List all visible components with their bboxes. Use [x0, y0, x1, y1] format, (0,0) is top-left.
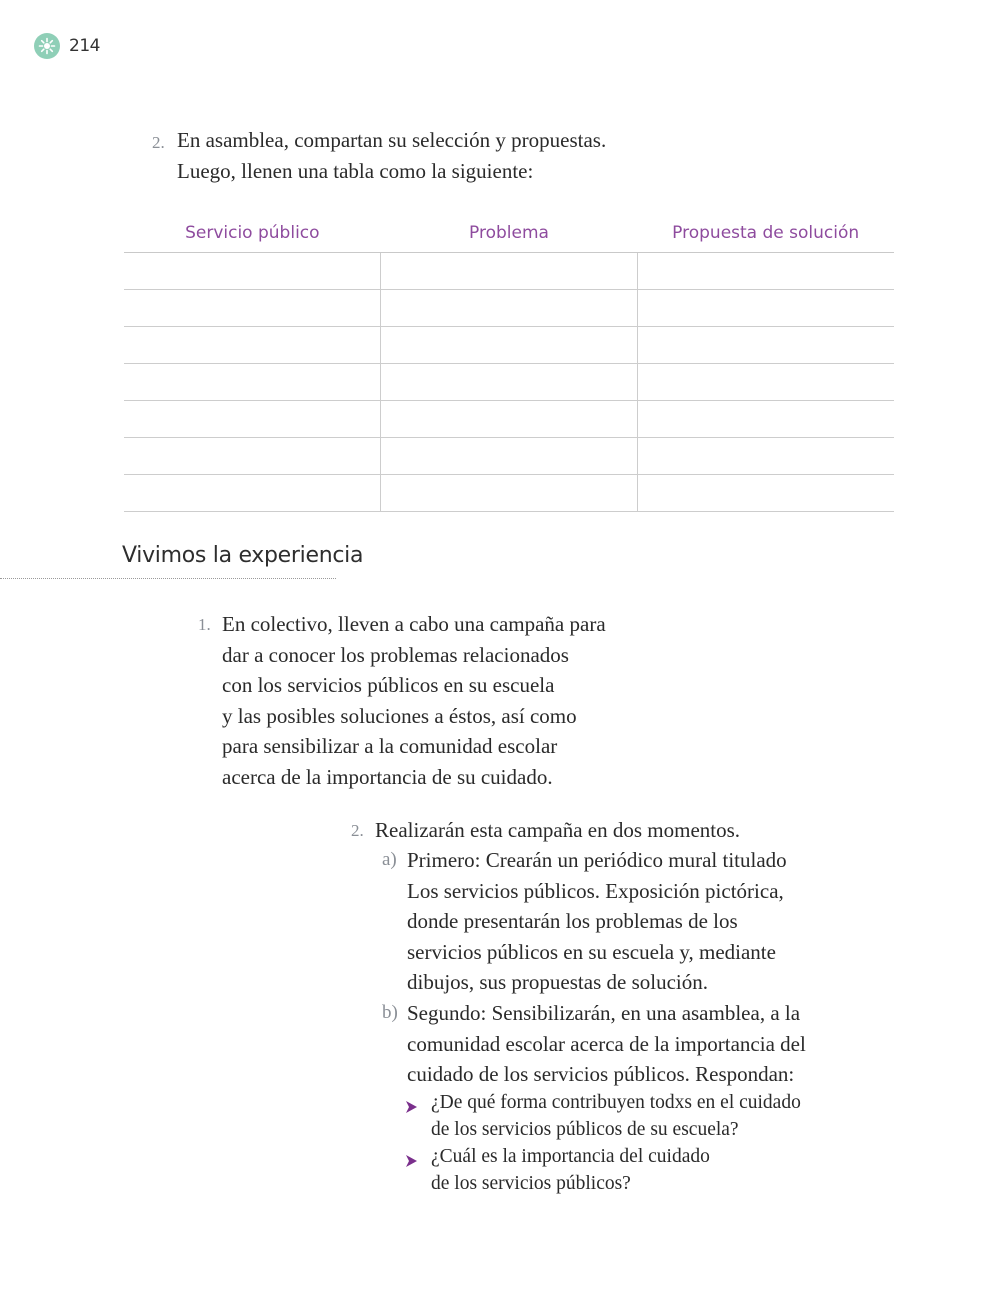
sub-item-a	[382, 845, 822, 998]
table-cell[interactable]	[124, 364, 381, 401]
item-line: Los servicios públicos. Exposición pictórica,	[407, 878, 784, 903]
public-services-table	[124, 214, 894, 512]
section-divider	[0, 578, 336, 579]
table-row	[124, 438, 894, 475]
item-line: con los servicios públicos en su escuela	[222, 673, 555, 697]
table-row	[124, 475, 894, 512]
table-cell[interactable]	[124, 475, 381, 512]
page-badge-icon	[34, 33, 60, 59]
page-number-text: 214	[69, 36, 100, 56]
table-cell[interactable]	[381, 475, 638, 512]
table-header-service: Servicio público	[124, 214, 381, 253]
table-cell[interactable]	[124, 327, 381, 364]
item-line: donde presentarán los problemas de los	[407, 909, 738, 933]
table-row	[124, 401, 894, 438]
item-line: En asamblea, compartan su selección y propuestas.	[177, 128, 607, 152]
table-cell[interactable]	[381, 253, 638, 290]
table-cell[interactable]	[124, 401, 381, 438]
item-line: comunidad escolar acerca de la importancia del	[407, 1031, 806, 1056]
question-bullet	[406, 1143, 826, 1197]
question-bullet	[406, 1089, 826, 1143]
table-cell[interactable]	[124, 438, 381, 475]
section-title: Vivimos la experiencia	[122, 543, 364, 568]
sub-item-letter: b)	[382, 1002, 398, 1023]
sub-item-letter: a)	[382, 849, 397, 870]
table-cell[interactable]	[381, 290, 638, 327]
question-line: de los servicios públicos?	[431, 1173, 631, 1194]
table-cell[interactable]	[381, 401, 638, 438]
table-cell[interactable]	[637, 364, 894, 401]
activity-item-1	[198, 609, 638, 792]
table-header-problem: Problema	[381, 214, 638, 253]
table-cell[interactable]	[381, 327, 638, 364]
item-line: Realizarán esta campaña en dos momentos.	[375, 818, 741, 842]
item-line: Segundo: Sensibilizarán, en una asamblea, a la	[407, 1001, 801, 1025]
question-line: ¿Cuál es la importancia del cuidado	[431, 1146, 710, 1167]
activity-item-2	[152, 125, 606, 187]
table-row	[124, 327, 894, 364]
table-header-solution: Propuesta de solución	[637, 214, 894, 253]
item-line: dibujos, sus propuestas de solución.	[407, 970, 708, 994]
table-cell[interactable]	[637, 438, 894, 475]
table-cell[interactable]	[381, 364, 638, 401]
item-line: En colectivo, lleven a cabo una campaña para	[222, 612, 606, 636]
page-number	[34, 33, 100, 59]
table-cell[interactable]	[381, 438, 638, 475]
table-cell[interactable]	[124, 290, 381, 327]
sparkle-icon	[38, 37, 56, 55]
table-cell[interactable]	[637, 475, 894, 512]
table-row	[124, 253, 894, 290]
activity-item-2-campaign	[351, 815, 851, 846]
table-cell[interactable]	[637, 290, 894, 327]
table-row	[124, 290, 894, 327]
item-number: 1.	[198, 615, 211, 634]
arrow-bullet-icon	[406, 1094, 417, 1121]
item-line: acerca de la importancia de su cuidado.	[222, 764, 553, 789]
item-line: Luego, llenen una tabla como la siguiente:	[177, 159, 534, 183]
arrow-bullet-icon	[406, 1148, 417, 1175]
table-cell[interactable]	[124, 253, 381, 290]
question-line: de los servicios públicos de su escuela?	[431, 1119, 739, 1140]
table-cell[interactable]	[637, 401, 894, 438]
item-line: Primero: Crearán un periódico mural titulado	[407, 848, 787, 872]
item-line: dar a conocer los problemas relacionados	[222, 642, 569, 667]
table-row	[124, 364, 894, 401]
sub-item-b	[382, 998, 822, 1090]
item-line: para sensibilizar a la comunidad escolar	[222, 734, 558, 758]
item-number: 2.	[152, 133, 165, 152]
table-cell[interactable]	[637, 253, 894, 290]
question-line: ¿De qué forma contribuyen todxs en el cuidado	[431, 1092, 801, 1113]
item-line: servicios públicos en su escuela y, mediante	[407, 939, 776, 964]
item-number: 2.	[351, 821, 364, 840]
item-line: cuidado de los servicios públicos. Respondan:	[407, 1062, 795, 1086]
table-cell[interactable]	[637, 327, 894, 364]
item-line: y las posibles soluciones a éstos, así como	[222, 703, 577, 728]
